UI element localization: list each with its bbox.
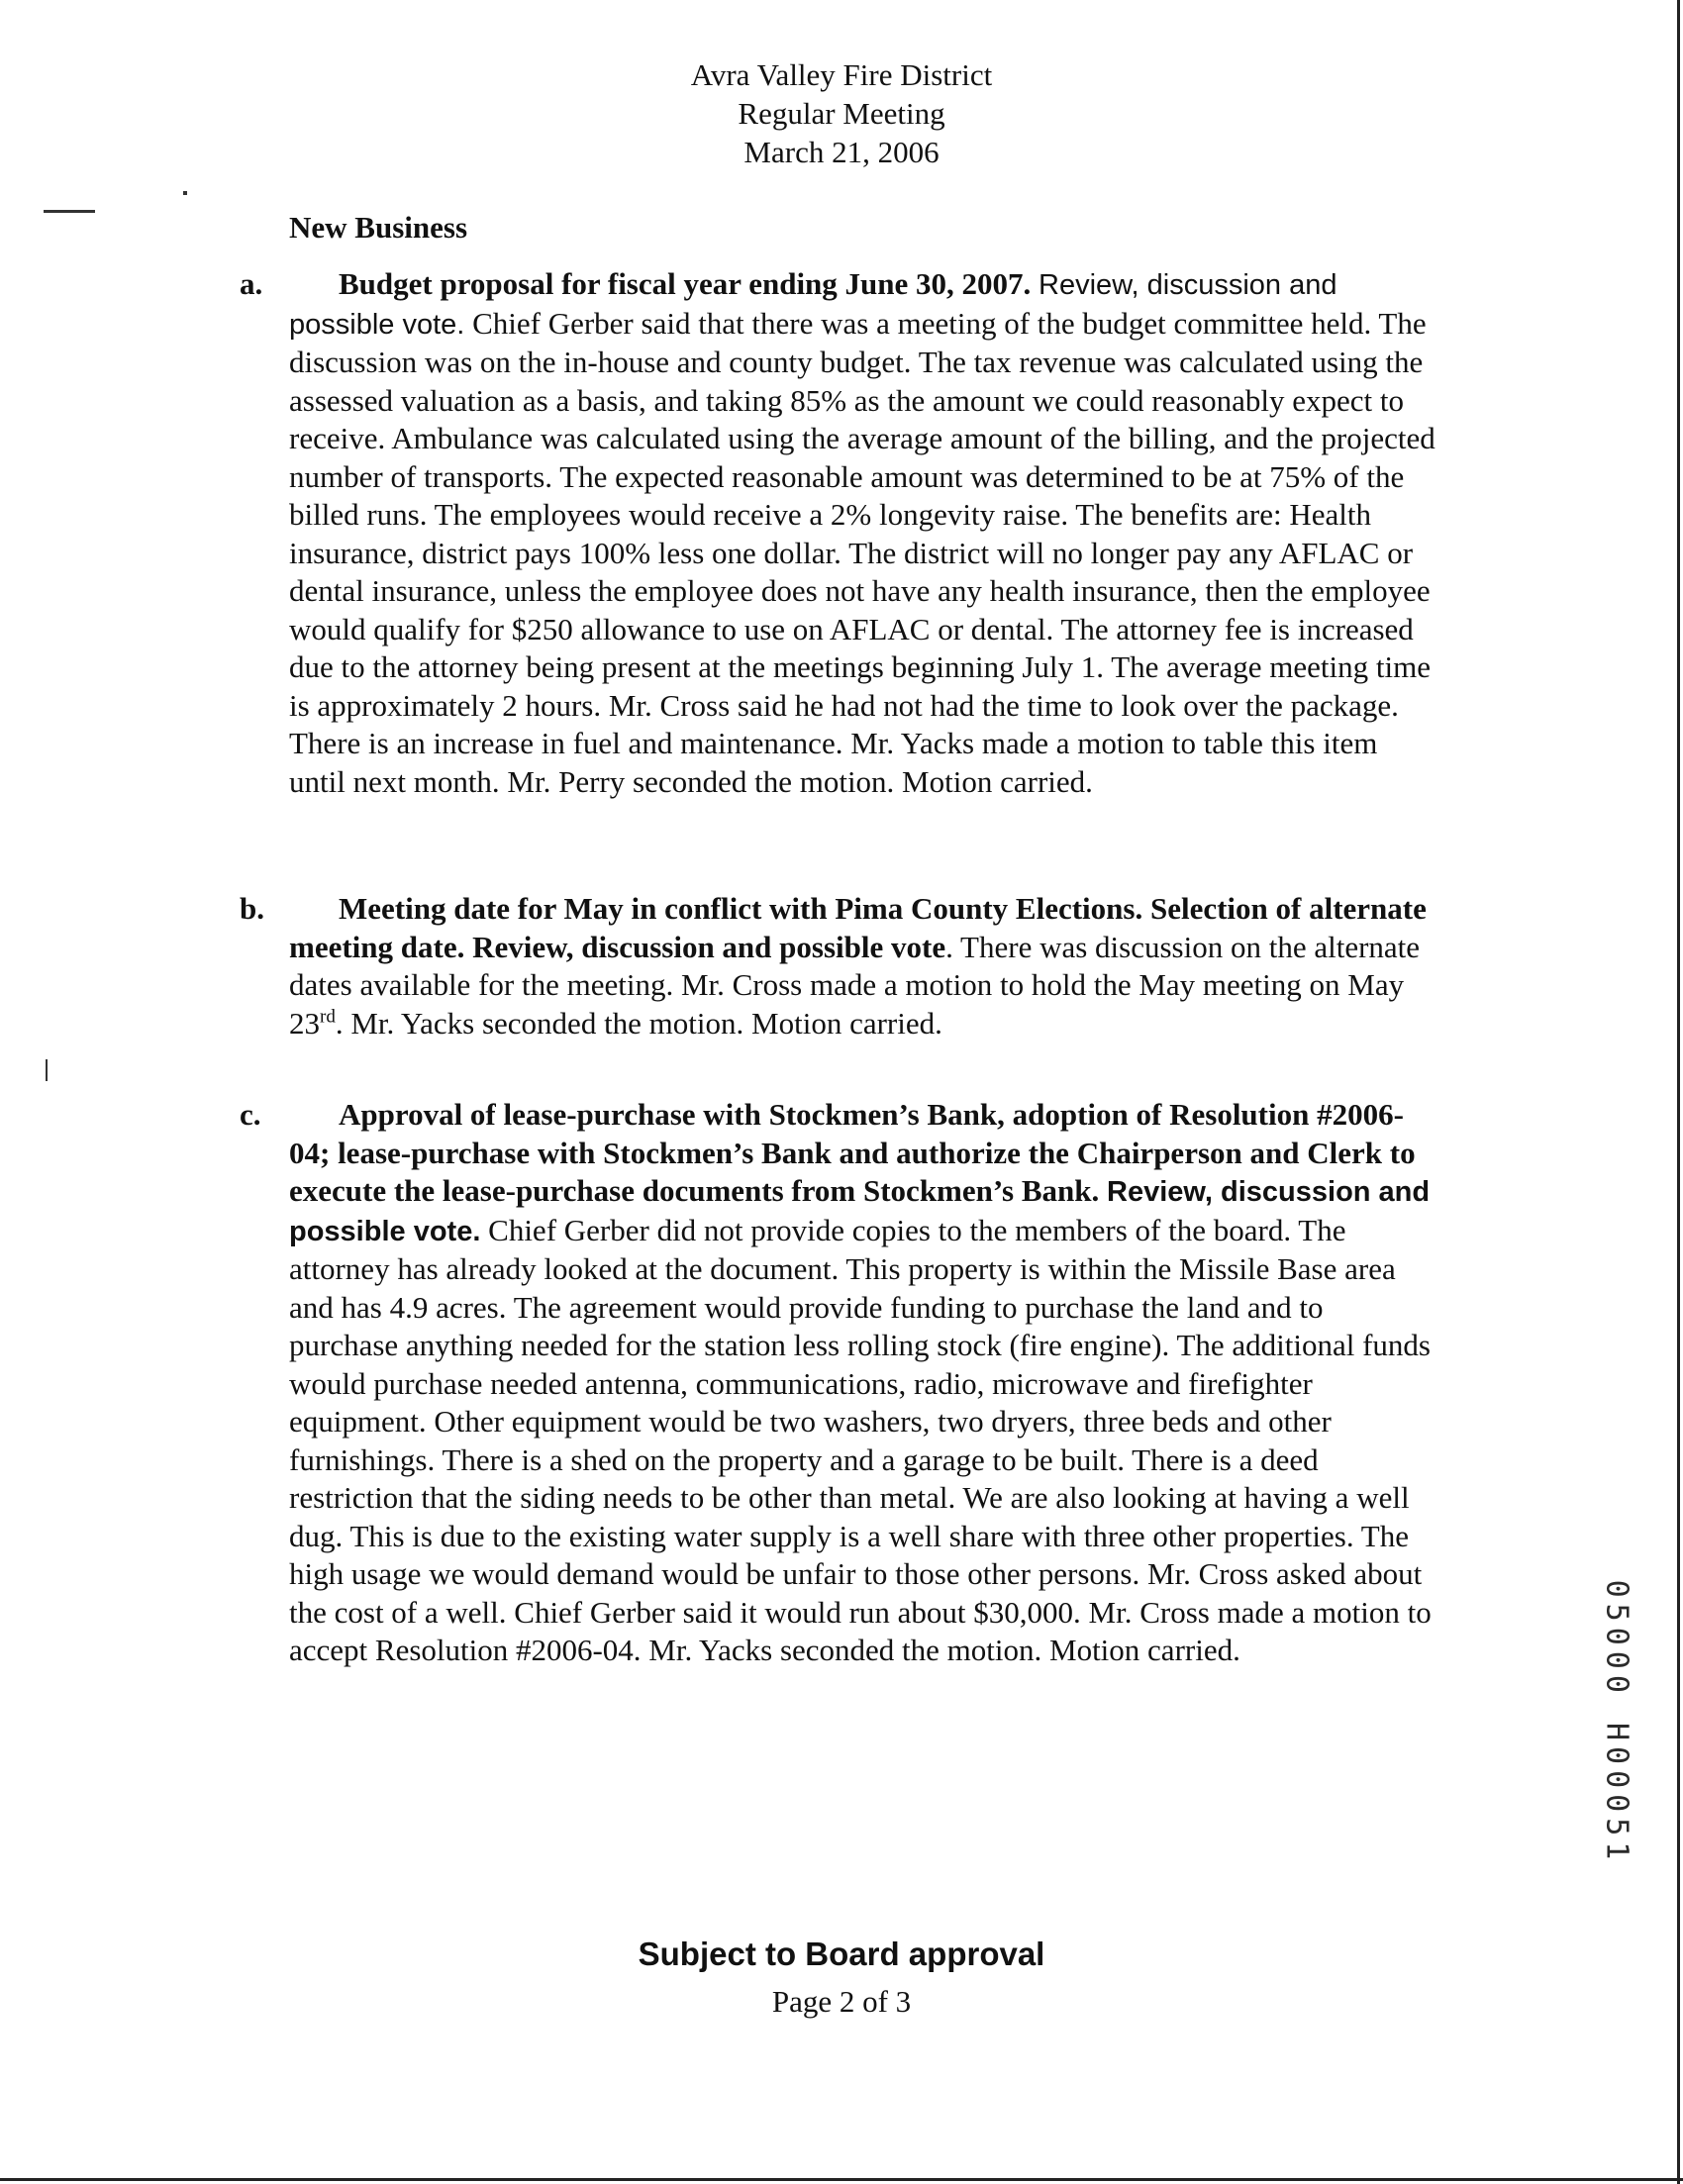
item-body-end: . Mr. Yacks seconded the motion. Motion carried. bbox=[335, 1005, 942, 1041]
scan-mark bbox=[183, 191, 187, 195]
item-marker: c. bbox=[240, 1097, 261, 1132]
agenda-item-b bbox=[240, 890, 1437, 1042]
approval-note: Subject to Board approval bbox=[638, 1936, 1045, 1972]
item-action: Review, discussion and possible vote. bbox=[289, 269, 1337, 341]
page-border-right bbox=[1677, 0, 1680, 2184]
bates-number: 05000 H00051 bbox=[1599, 1579, 1634, 1866]
meeting-type: Regular Meeting bbox=[738, 96, 945, 131]
document-header bbox=[0, 55, 1683, 171]
item-body: Chief Gerber did not provide copies to the members of the board. The attorney has already looked at the document. This property is within the Missile Base area and has 4.9 acres. The agreement would provide funding to purchase the land and to purchase anything needed for the station less rolling stock (fire engine). The additional funds would purchase needed antenna, communications, radio, microwave and firefighter equipment. Other equipment would be two washers, two dryers, three beds and other furnishings. There is a shed on the property and a garage to be built. There is a deed restriction that the siding needs to be other than metal. We are also looking at having a well dug. This is due to the existing water supply is a well share with three other properties. The high usage we would demand would be unfair to those other persons. Mr. Cross asked about the cost of a well. Chief Gerber said it would run about $30,000. Mr. Cross made a motion to accept Resolution #2006-04. Mr. Yacks seconded the motion. Motion carried. bbox=[289, 1212, 1432, 1667]
item-title: Meeting date for May in conflict with Pima County Elections. Selection of alternate meeting date. Review, discussion and possible vote bbox=[289, 891, 1427, 964]
meeting-date: March 21, 2006 bbox=[743, 135, 940, 169]
agenda-item-c bbox=[240, 1096, 1437, 1670]
scan-mark bbox=[46, 1059, 48, 1081]
item-title: Approval of lease-purchase with Stockmen’s Bank, adoption of Resolution #2006-04; lease-purchase with Stockmen’s Bank and authorize the Chairperson and Clerk to execute the lease-purchase documents from Stockmen’s Bank. bbox=[289, 1097, 1416, 1208]
organization-name: Avra Valley Fire District bbox=[690, 57, 993, 92]
ordinal-suffix: rd bbox=[320, 1006, 336, 1028]
agenda-item-a bbox=[240, 265, 1437, 801]
scan-mark bbox=[44, 210, 95, 213]
item-marker: b. bbox=[240, 891, 264, 926]
page-number: Page 2 of 3 bbox=[771, 1984, 912, 2019]
bates-stamp bbox=[1595, 1579, 1638, 1866]
section-title: New Business bbox=[289, 210, 468, 245]
item-body: Chief Gerber said that there was a meeting of the budget committee held. The discussion was on the in-house and county budget. The tax revenue was calculated using the assessed valuation as a basis, and taking 85% as the amount we could reasonably expect to receive. Ambulance was calculated using the average amount of the billing, and the projected number of transports. The expected reasonable amount was determined to be at 75% of the billed runs. The employees would receive a 2% longevity raise. The benefits are: Health insurance, district pays 100% less one dollar. The district will no longer pay any AFLAC or dental insurance, unless the employee does not have any health insurance, then the employee would qualify for $250 allowance to use on AFLAC or dental. The attorney fee is increased due to the attorney being present at the meetings beginning July 1. The average meeting time is approximately 2 hours. Mr. Cross said he had not had the time to look over the package. There is an increase in fuel and maintenance. Mr. Yacks made a motion to table this item until next month. Mr. Perry seconded the motion. Motion carried. bbox=[289, 305, 1436, 799]
item-action: Review, discussion and possible vote. bbox=[289, 1176, 1431, 1247]
item-body: . There was discussion on the alternate dates available for the meeting. Mr. Cross made a motion to hold the May meeting on May 23 bbox=[289, 929, 1421, 1041]
item-title: Budget proposal for fiscal year ending June 30, 2007. bbox=[339, 266, 1032, 301]
page-border-bottom bbox=[0, 2178, 1683, 2181]
item-marker: a. bbox=[240, 266, 263, 301]
